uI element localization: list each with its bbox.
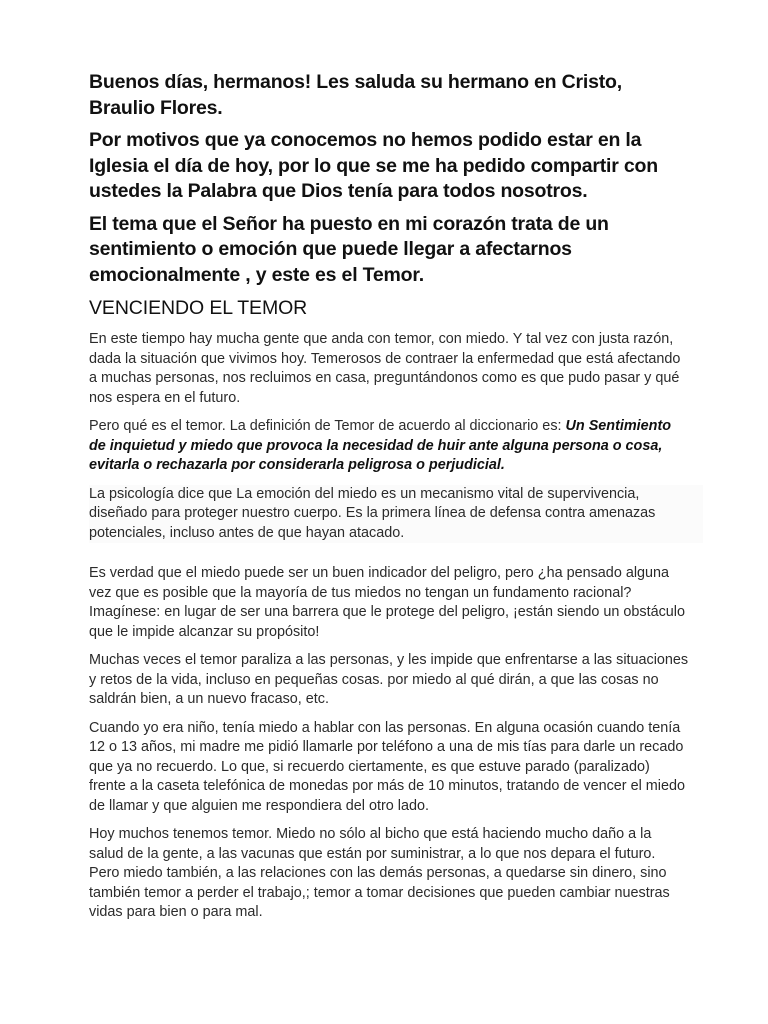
paragraph-childhood-story: Cuando yo era niño, tenía miedo a hablar con las personas. En alguna ocasión cuando tenía 12 o 13 años, mi madre me pidió llamarle por teléfono a una de mis tías para darle un recado que ya no recuerdo. Lo que, si recuerdo ciertamente, es que estuve parado (paralizado) frente a la caseta telefónica de monedas por más de 10 minutos, tratando de vencer el miedo de llamar y que alguien me respondiera del otro lado. bbox=[89, 719, 685, 814]
paragraph-fear-indicator: Es verdad que el miedo puede ser un buen indicador del peligro, pero ¿ha pensado alguna vez que es posible que la mayoría de tus miedos no tengan un fundamento racional? Imagínese: en lugar de ser una barrera que le protege del peligro, ¡están siendo un obstáculo que le impide alcanzar su propósito! bbox=[89, 565, 686, 640]
document-body bbox=[89, 70, 689, 932]
theme-paragraph: El tema que el Señor ha puesto en mi corazón trata de un sentimiento o emoción que puede llegar a afectarnos emocionalmente , y este es el Temor. bbox=[89, 212, 609, 286]
paragraph-gap bbox=[89, 552, 689, 564]
paragraph-psychology: La psicología dice que La emoción del miedo es un mecanismo vital de supervivencia, diseñado para proteger nuestro cuerpo. Es la primera línea de defensa contra amenazas potenciales, incluso antes de que hayan atacado. bbox=[89, 485, 703, 544]
dictionary-definition: Un Sentimiento de inquietud y miedo que provoca la necesidad de huir ante alguna persona o cosa, evitarla o rechazarla por considerarla peligrosa o perjudicial. bbox=[89, 418, 672, 473]
paragraph-definition bbox=[89, 417, 689, 476]
greeting-paragraph: Buenos días, hermanos! Les saluda su hermano en Cristo, Braulio Flores. bbox=[89, 71, 622, 119]
context-paragraph: Por motivos que ya conocemos no hemos podido estar en la Iglesia el día de hoy, por lo que se me ha pedido compartir con ustedes la Palabra que Dios tenía para todos nosotros. bbox=[89, 129, 658, 202]
paragraph-fear-paralyzes: Muchas veces el temor paraliza a las personas, y les impide que enfrentarse a las situaciones y retos de la vida, incluso en pequeñas cosas. por miedo al qué dirán, a que las cosas no saldrán bien, a un nuevo fracaso, etc. bbox=[89, 652, 689, 707]
paragraph-today-fears: Hoy muchos tenemos temor. Miedo no sólo al bicho que está haciendo mucho daño a la salud de la gente, a las vacunas que están por suministrar, a lo que nos depara el futuro. Pero miedo también, a las relaciones con las demás personas, a quedarse sin dinero, sino también temor a perder el trabajo,; temor a tomar decisiones que pueden cambiar nuestras vidas para bien o para mal. bbox=[89, 826, 670, 920]
paragraph-current-times: En este tiempo hay mucha gente que anda con temor, con miedo. Y tal vez con justa razón, dada la situación que vivimos hoy. Temerosos de contraer la enfermedad que está afectando a muchas personas, nos recluimos en casa, preguntándonos como es que pudo pasar y qué nos espera en el futuro. bbox=[89, 331, 681, 406]
definition-intro-text: Pero qué es el temor. La definición de Temor de acuerdo al diccionario es: bbox=[89, 418, 566, 434]
sermon-title: VENCIENDO EL TEMOR bbox=[89, 297, 308, 319]
